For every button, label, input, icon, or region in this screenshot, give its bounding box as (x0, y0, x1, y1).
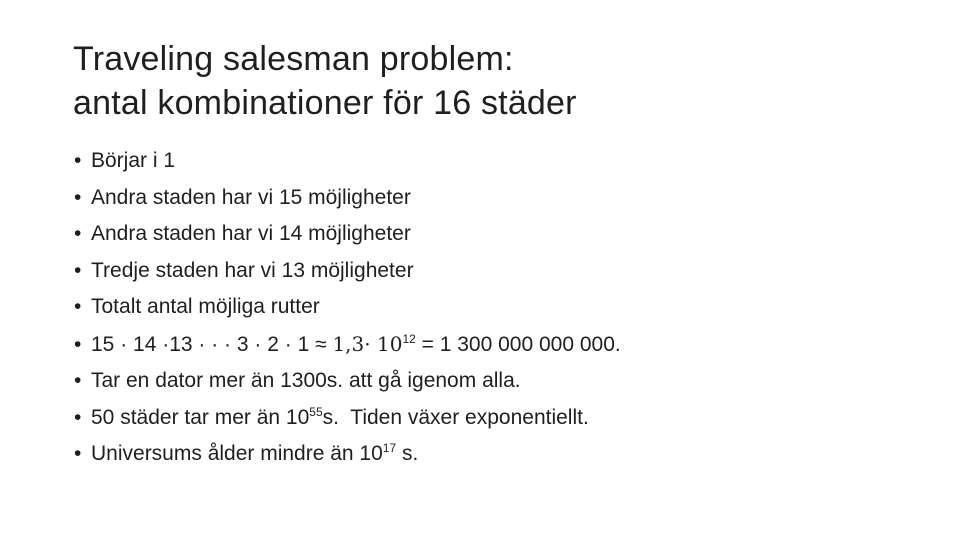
bullet-text: Totalt antal möjliga rutter (91, 295, 320, 318)
bullet-marker: • (74, 258, 82, 282)
bullet-list (74, 143, 894, 473)
bullet-text: Tredje staden har vi 13 möjligheter (91, 258, 414, 282)
bullet-marker: • (74, 295, 82, 318)
title-line-1: Traveling salesman problem: (73, 40, 514, 78)
bullet-marker: • (74, 442, 82, 465)
bullet-marker: • (74, 149, 82, 172)
bullet-marker: • (74, 185, 82, 209)
bullet-marker: • (74, 332, 82, 356)
formula-result: = 1 300 000 000 000. (415, 332, 621, 356)
bullet-item-5 (74, 289, 894, 326)
title-line-2: antal kombinationer för 16 städer (73, 84, 577, 122)
bullet-marker: • (74, 369, 82, 392)
bullet-text: Tar en dator mer än 1300s. att gå igenom alla. (91, 369, 521, 392)
bullet-item-2 (74, 180, 894, 217)
bullet-text-part: s. Tiden växer exponentiellt. (322, 405, 589, 429)
bullet-item-1 (74, 143, 894, 180)
exponent: 17 (382, 441, 397, 455)
bullet-text-part: 50 städer tar mer än 10 (91, 405, 310, 429)
formula-exponent: 12 (402, 331, 416, 346)
bullet-item-7 (74, 363, 894, 400)
bullet-text: Börjar i 1 (91, 149, 176, 172)
bullet-marker: • (74, 405, 82, 429)
formula-product: 15 · 14 ·13 · · · 3 · 2 · 1 ≈ (91, 332, 333, 356)
bullet-item-4 (74, 253, 894, 290)
bullet-item-6 (74, 326, 894, 364)
bullet-text (91, 436, 418, 473)
bullet-item-3 (74, 216, 894, 253)
bullet-text (91, 326, 621, 364)
bullet-text: Andra staden har vi 14 möjligheter (91, 222, 411, 245)
formula-approx: 1,3· 10 (332, 331, 403, 356)
bullet-text-part: s. (396, 442, 419, 465)
bullet-item-9 (74, 436, 894, 473)
bullet-item-8 (74, 400, 894, 437)
bullet-text: Andra staden har vi 15 möjligheter (91, 185, 411, 209)
bullet-text (91, 400, 589, 437)
bullet-marker: • (74, 222, 82, 245)
exponent: 55 (309, 404, 323, 419)
slide-title (73, 37, 893, 125)
bullet-text-part: Universums ålder mindre än 10 (91, 442, 383, 465)
